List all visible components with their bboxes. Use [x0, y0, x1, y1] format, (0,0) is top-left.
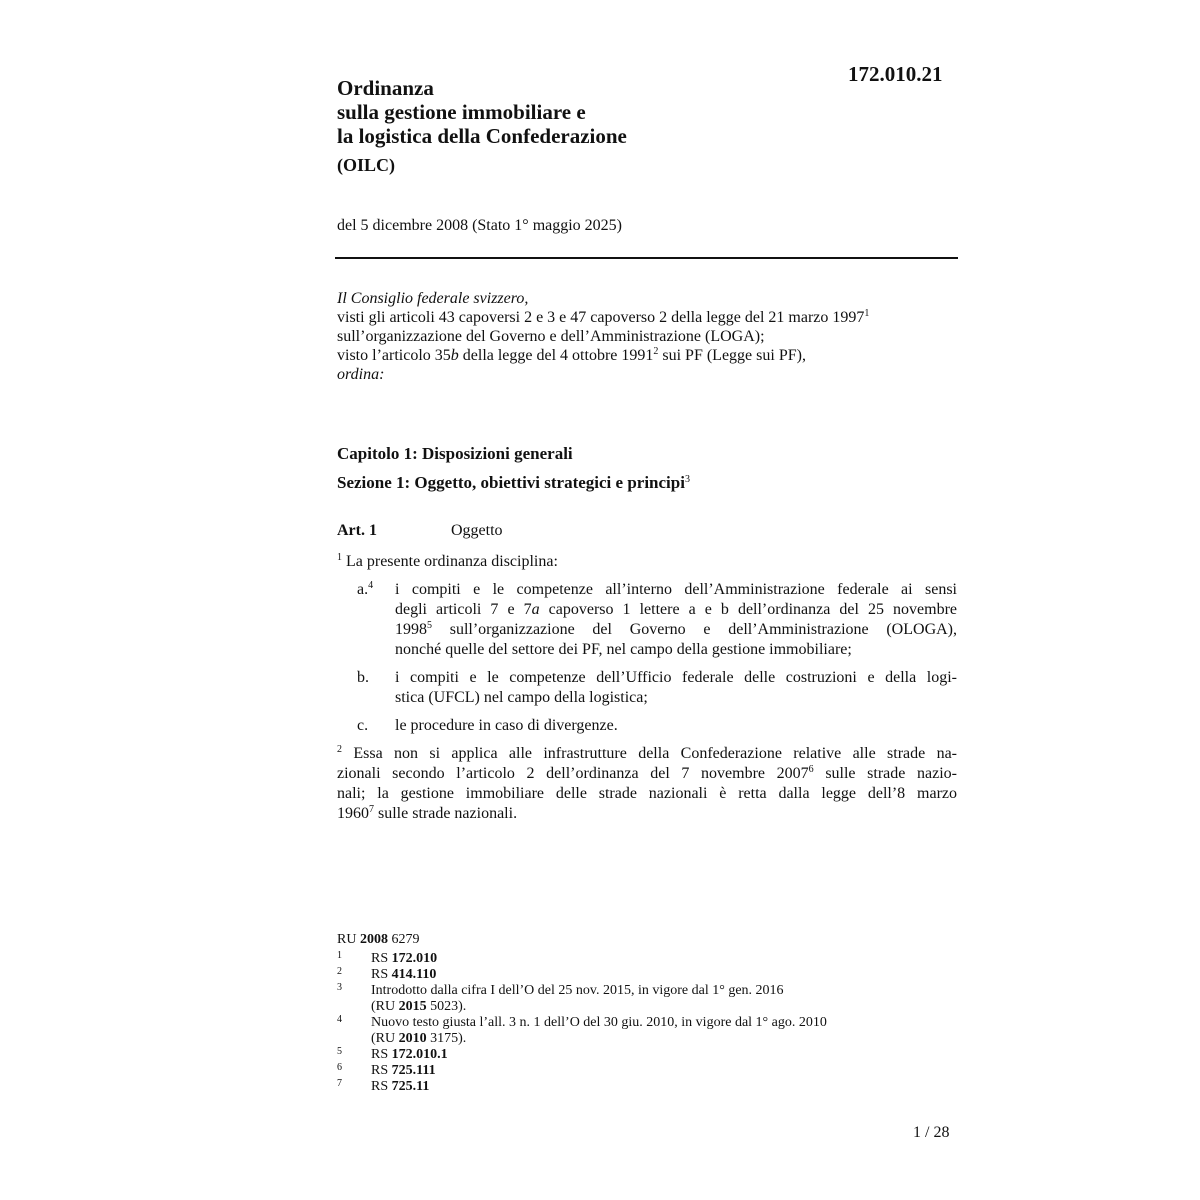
list-text: capoverso 1 lettere a e b dell’ordinanza del 25 novembre — [539, 601, 958, 618]
list-item-a — [395, 580, 957, 660]
list-line: i compiti e le competenze all’interno dell’Amministrazione federale ai sensi — [395, 581, 957, 598]
ru-prefix: RU — [337, 932, 360, 947]
document-abbreviation: (OILC) — [337, 155, 395, 175]
paragraph-text: sulle strade nazio- — [813, 765, 957, 782]
title-line: la logistica della Confederazione — [337, 124, 627, 148]
preamble — [337, 289, 957, 384]
header-divider — [335, 257, 958, 259]
footnote-year: 2015 — [398, 999, 427, 1014]
list-text: 1998 — [395, 621, 427, 638]
preamble-text: b — [450, 347, 459, 364]
footnote-ref[interactable]: 5 — [427, 620, 432, 631]
footnote — [337, 967, 827, 983]
footnote-ref-number: 725.111 — [391, 1063, 436, 1078]
footnote-ref-number: 172.010 — [391, 951, 438, 966]
ru-page: 6279 — [387, 932, 420, 947]
list-line: i compiti e le competenze dell’Ufficio federale delle costruzioni e della logi- — [395, 669, 957, 686]
article-title: Oggetto — [451, 522, 503, 539]
document-date: del 5 dicembre 2008 (Stato 1° maggio 2025) — [337, 217, 623, 234]
paragraph-text: La presente ordinanza disciplina: — [342, 553, 558, 570]
section-title: Sezione 1: Oggetto, obiettivi strategici e principi — [337, 473, 685, 492]
title-line: Ordinanza — [337, 76, 434, 100]
preamble-line: sull’organizzazione del Governo e dell’Amministrazione (LOGA); — [337, 328, 765, 345]
footnote-ref-number: 414.110 — [391, 967, 437, 982]
footnote-text: RS — [371, 1063, 392, 1078]
paragraph-line — [337, 764, 957, 784]
footnote — [337, 1063, 827, 1079]
list-line — [395, 620, 957, 640]
footnote-number: 1 — [337, 950, 342, 961]
footnotes — [337, 951, 827, 1095]
footnote — [337, 1079, 827, 1095]
article-label: Art. 1 — [337, 522, 377, 539]
footnote — [337, 983, 827, 1015]
footnote-number: 2 — [337, 966, 342, 977]
footnote-ref[interactable]: 6 — [808, 764, 814, 775]
footnote-number: 5 — [337, 1046, 342, 1057]
document-number: 172.010.21 — [848, 62, 943, 86]
preamble-line — [337, 308, 957, 327]
preamble-authority: Il Consiglio federale svizzero, — [337, 290, 529, 307]
paragraph-number: 2 — [337, 744, 342, 755]
chapter-heading: Capitolo 1: Disposizioni generali — [337, 444, 573, 463]
footnote-text: Nuovo testo giusta l’all. 3 n. 1 dell’O del 30 giu. 2010, in vigore dal 1° ago. 2010 — [371, 1015, 827, 1030]
footnote-number: 4 — [337, 1014, 342, 1025]
footnote-ref[interactable]: 7 — [369, 804, 374, 815]
footnote — [337, 951, 827, 967]
list-letter: b. — [357, 669, 369, 686]
list-line: le procedure in caso di divergenze. — [395, 717, 618, 734]
footnote-number: 7 — [337, 1078, 342, 1089]
list-text: degli articoli 7 e 7 — [395, 601, 532, 618]
paragraph-line: nali; la gestione immobiliare delle strade nazionali è retta dalla legge dell’8 marzo — [337, 785, 957, 802]
footnote-ref[interactable]: 3 — [684, 474, 690, 485]
paragraph-line — [337, 804, 957, 824]
list-letter: a. — [357, 581, 369, 598]
footnote-text: 5023). — [426, 999, 467, 1014]
preamble-text: della legge del 4 ottobre 1991 — [458, 347, 654, 364]
preamble-text: sui PF (Legge sui PF), — [658, 347, 806, 364]
footnote-ref[interactable]: 1 — [864, 308, 870, 319]
footnote-text: RS — [371, 967, 392, 982]
footnote — [337, 1047, 827, 1063]
title-line: sulla gestione immobiliare e — [337, 100, 586, 124]
list-item-label — [357, 580, 373, 600]
list-item-c — [395, 716, 957, 736]
footnote-ref[interactable]: 4 — [368, 580, 374, 591]
list-line: stica (UFCL) nel campo della logistica; — [395, 689, 648, 706]
preamble-ordina: ordina: — [337, 366, 385, 383]
paragraph-text: Essa non si applica alle infrastrutture della Confederazione relative alle strade na- — [342, 745, 957, 762]
paragraph-text: zionali secondo l’articolo 2 dell’ordinanza del 7 novembre 2007 — [337, 765, 809, 782]
page-number: 1 / 28 — [913, 1124, 950, 1141]
list-letter: c. — [357, 717, 369, 734]
list-text: sull’organizzazione del Governo e dell’Amministrazione (OLOGA), — [432, 621, 957, 638]
section-heading — [337, 473, 690, 493]
footnote-text: RS — [371, 951, 392, 966]
footnote-year: 2010 — [398, 1031, 427, 1046]
footnote-text: Introdotto dalla cifra I dell’O del 25 nov. 2015, in vigore dal 1° gen. 2016 — [371, 983, 784, 998]
footnote — [337, 1015, 827, 1047]
list-item-b — [395, 668, 957, 708]
footnote-ref-number: 725.11 — [391, 1079, 430, 1094]
document-title — [337, 76, 627, 148]
list-text: a — [531, 601, 540, 618]
footnote-number: 6 — [337, 1062, 342, 1073]
article-paragraph-1 — [337, 552, 957, 572]
footnote-text: (RU — [371, 1031, 399, 1046]
footnote-ref[interactable]: 2 — [653, 346, 659, 357]
list-line — [395, 600, 957, 620]
ru-year: 2008 — [359, 932, 388, 947]
footnote-text: 3175). — [426, 1031, 467, 1046]
footnote-number: 3 — [337, 982, 342, 993]
paragraph-number: 1 — [337, 552, 342, 563]
paragraph-text: 1960 — [337, 805, 369, 822]
footnote-text: RS — [371, 1079, 392, 1094]
paragraph-text: sulle strade nazionali. — [374, 805, 518, 822]
paragraph-line — [337, 744, 957, 764]
article-paragraph-2 — [337, 744, 957, 824]
official-compilation-ref — [337, 932, 419, 948]
footnote-text: (RU — [371, 999, 399, 1014]
preamble-text: visti gli articoli 43 capoversi 2 e 3 e 47 capoverso 2 della legge del 21 marzo 1997 — [337, 309, 865, 326]
footnote-text: RS — [371, 1047, 392, 1062]
list-line: nonché quelle del settore dei PF, nel campo della gestione immobiliare; — [395, 641, 852, 658]
preamble-line — [337, 346, 957, 365]
preamble-text: visto l’articolo 35 — [337, 347, 451, 364]
footnote-ref-number: 172.010.1 — [391, 1047, 448, 1062]
